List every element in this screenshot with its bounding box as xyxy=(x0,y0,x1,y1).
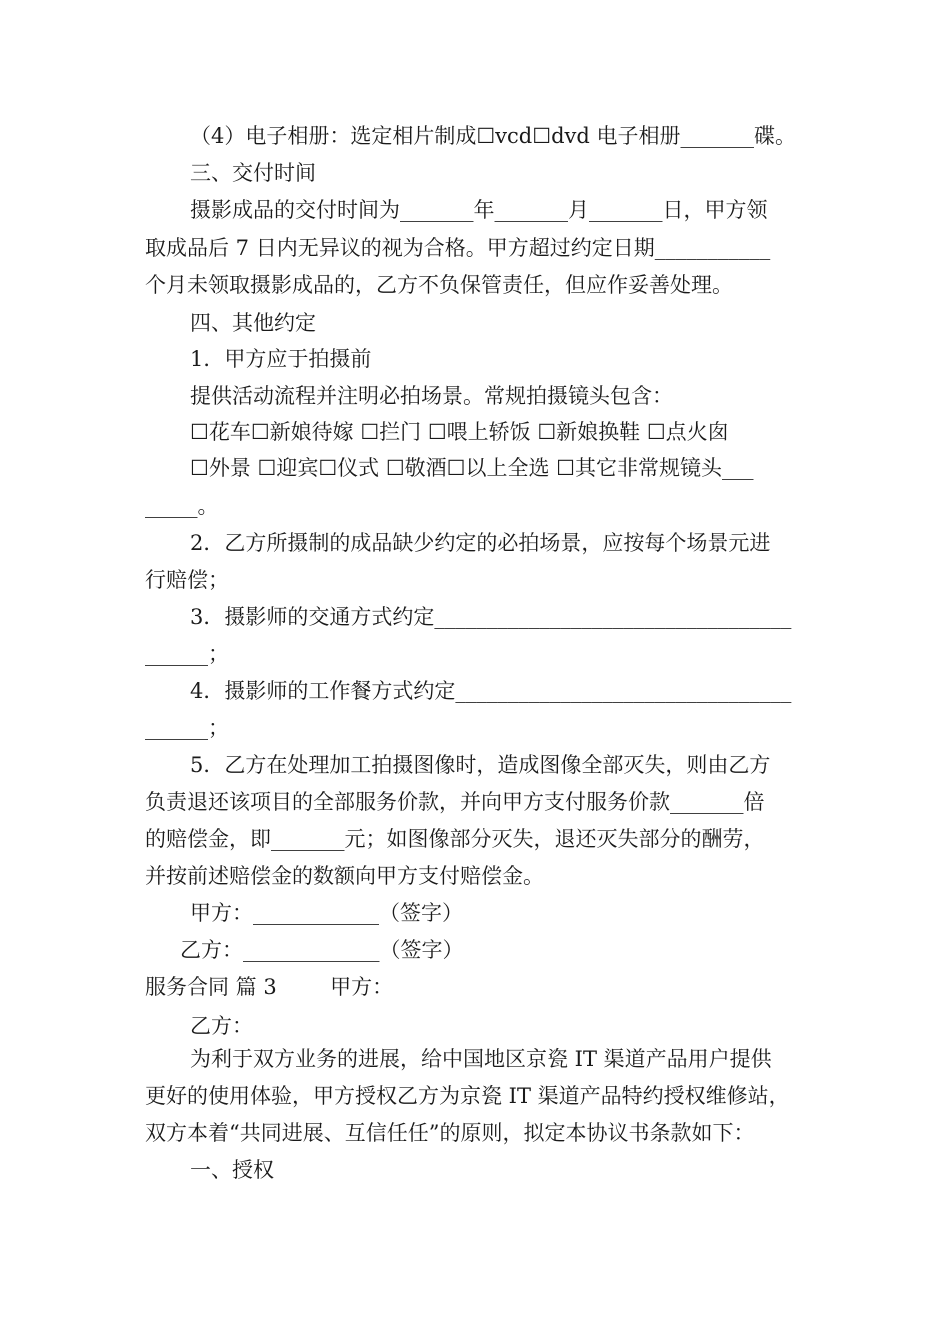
section-heading: 四、其他约定 xyxy=(190,311,316,335)
text-line: 行赔偿； xyxy=(145,568,229,592)
section-heading: 一、授权 xyxy=(190,1158,274,1182)
text-line: 乙方： xyxy=(190,1014,253,1038)
text-line: 双方本着“共同进展、互信任任”的原则，拟定本协议书条款如下： xyxy=(145,1121,755,1145)
text-line: 摄影成品的交付时间为_______年_______月_______日，甲方领 xyxy=(190,198,768,222)
text-line: 提供活动流程并注明必拍场景。常规拍摄镜头包含： xyxy=(190,384,673,408)
text-line: 个月未领取摄影成品的，乙方不负保管责任，但应作妥善处理。 xyxy=(145,273,733,297)
text-line: 并按前述赔偿金的数额向甲方支付赔偿金。 xyxy=(145,864,544,888)
text-line: 4．摄影师的工作餐方式约定________________________________ xyxy=(190,679,792,703)
text-line: 的赔偿金，即_______元；如图像部分灭失，退还灭失部分的酬劳， xyxy=(145,827,765,851)
section-heading: 三、交付时间 xyxy=(190,161,316,185)
checkbox-options-line: ☐花车☐新娘待嫁 ☐拦门 ☐喂上轿饭 ☐新娘换鞋 ☐点火囱 xyxy=(190,420,729,444)
text-line: ______； xyxy=(145,642,229,666)
text-line: 更好的使用体验，甲方授权乙方为京瓷 IT 渠道产品特约授权维修站， xyxy=(145,1084,790,1108)
text-line: 5．乙方在处理加工拍摄图像时，造成图像全部灭失，则由乙方 xyxy=(190,753,771,777)
contract-title-line: 服务合同 篇 3 甲方： xyxy=(145,975,394,999)
signature-line-party-a: 甲方：____________（签字） xyxy=(190,901,463,925)
text-line: 1．甲方应于拍摄前 xyxy=(190,347,372,371)
text-line: 为利于双方业务的进展，给中国地区京瓷 IT 渠道产品用户提供 xyxy=(190,1047,772,1071)
text-line: 取成品后 7 日内无异议的视为合格。甲方超过约定日期___________ xyxy=(145,236,771,260)
signature-line-party-b: 乙方：_____________（签字） xyxy=(180,938,464,962)
text-line: _____。 xyxy=(145,494,219,518)
text-line: （4）电子相册：选定相片制成☐vcd☐dvd 电子相册_______碟。 xyxy=(190,124,797,148)
text-line: 3．摄影师的交通方式约定__________________________________ xyxy=(190,605,792,629)
checkbox-options-line: ☐外景 ☐迎宾☐仪式 ☐敬酒☐以上全选 ☐其它非常规镜头___ xyxy=(190,456,754,480)
text-line: ______； xyxy=(145,716,229,740)
text-line: 2．乙方所摄制的成品缺少约定的必拍场景，应按每个场景元进 xyxy=(190,531,771,555)
text-line: 负责退还该项目的全部服务价款，并向甲方支付服务价款_______倍 xyxy=(145,790,765,814)
